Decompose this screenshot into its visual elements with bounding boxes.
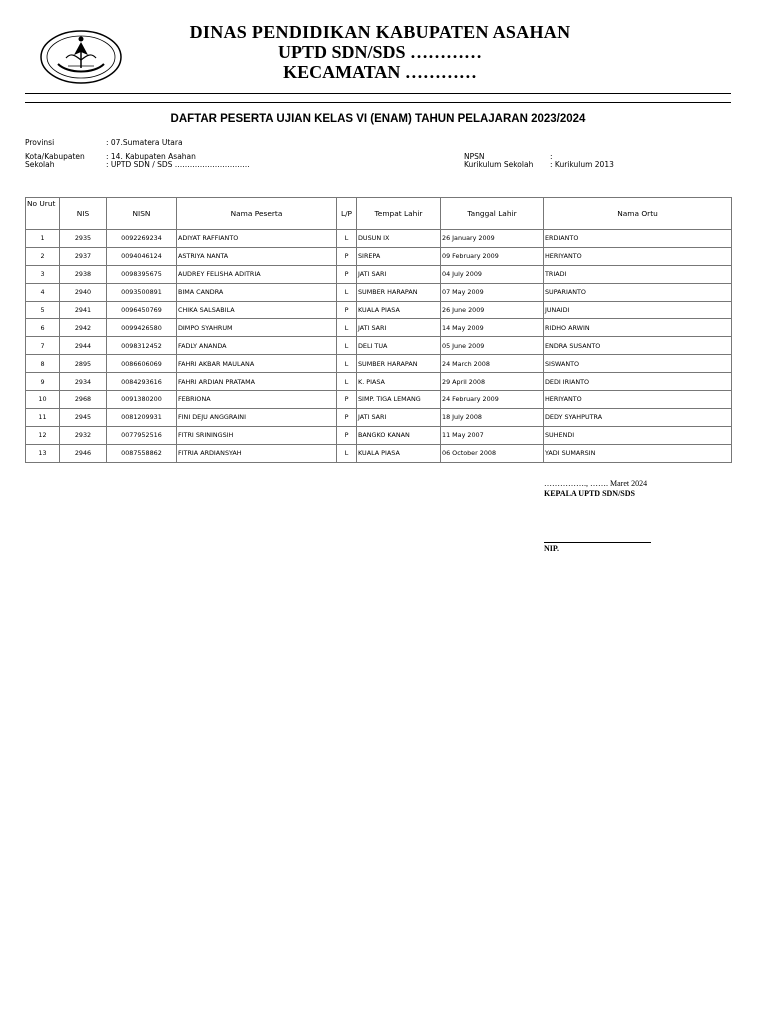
cell-nisn: 0099426580 — [107, 319, 177, 337]
table-row — [26, 283, 732, 301]
cell-nama-peserta: FEBRIONA — [177, 391, 337, 409]
cell-tanggal-lahir: 14 May 2009 — [441, 319, 544, 337]
table-row — [26, 355, 732, 373]
cell-nama-ortu: SUPARIANTO — [544, 283, 732, 301]
header-agency: DINAS PENDIDIKAN KABUPATEN ASAHAN — [189, 22, 571, 42]
signature-position: KEPALA UPTD SDN/SDS — [544, 489, 635, 498]
cell-no-urut: 6 — [26, 319, 60, 337]
provinsi-label: Provinsi — [25, 138, 55, 147]
cell-tempat-lahir: SIMP. TIGA LEMANG — [357, 391, 441, 409]
cell-nis: 2895 — [60, 355, 107, 373]
cell-nama-ortu: YADI SUMARSIN — [544, 444, 732, 462]
cell-tempat-lahir: DELI TUA — [357, 337, 441, 355]
participant-table — [25, 197, 732, 463]
table-row — [26, 426, 732, 444]
column-header-no-urut: No Urut — [26, 198, 60, 230]
header-divider-thin — [25, 102, 731, 103]
cell-tanggal-lahir: 24 March 2008 — [441, 355, 544, 373]
table-row — [26, 319, 732, 337]
column-header-tanggal-lahir: Tanggal Lahir — [441, 198, 544, 230]
sekolah-value: : UPTD SDN / SDS ………………………… — [106, 160, 250, 169]
cell-nisn: 0094046124 — [107, 247, 177, 265]
cell-tempat-lahir: BANGKO KANAN — [357, 426, 441, 444]
kota-value: : 14. Kabupaten Asahan — [106, 152, 196, 161]
cell-tanggal-lahir: 11 May 2007 — [441, 426, 544, 444]
cell-nama-ortu: DEDI IRIANTO — [544, 373, 732, 391]
cell-nis: 2934 — [60, 373, 107, 391]
table-row — [26, 391, 732, 409]
cell-lp: P — [337, 265, 357, 283]
cell-tanggal-lahir: 24 February 2009 — [441, 391, 544, 409]
cell-tempat-lahir: JATI SARI — [357, 319, 441, 337]
cell-lp: L — [337, 319, 357, 337]
kurikulum-label: Kurikulum Sekolah — [464, 160, 534, 169]
sekolah-label: Sekolah — [25, 160, 55, 169]
cell-tanggal-lahir: 06 October 2008 — [441, 444, 544, 462]
cell-lp: L — [337, 373, 357, 391]
cell-lp: P — [337, 301, 357, 319]
cell-tanggal-lahir: 05 June 2009 — [441, 337, 544, 355]
cell-no-urut: 3 — [26, 265, 60, 283]
kota-label: Kota/Kabupaten — [25, 152, 85, 161]
cell-tanggal-lahir: 18 July 2008 — [441, 408, 544, 426]
cell-nama-peserta: FAHRI ARDIAN PRATAMA — [177, 373, 337, 391]
cell-tanggal-lahir: 29 April 2008 — [441, 373, 544, 391]
cell-nis: 2942 — [60, 319, 107, 337]
cell-nama-ortu: HERIYANTO — [544, 247, 732, 265]
cell-no-urut: 1 — [26, 230, 60, 248]
cell-no-urut: 2 — [26, 247, 60, 265]
cell-nisn: 0077952516 — [107, 426, 177, 444]
cell-nisn: 0086606069 — [107, 355, 177, 373]
header-divider-thick — [25, 93, 731, 94]
cell-nama-peserta: BIMA CANDRA — [177, 283, 337, 301]
cell-tanggal-lahir: 07 May 2009 — [441, 283, 544, 301]
table-row — [26, 444, 732, 462]
cell-nisn: 0081209931 — [107, 408, 177, 426]
cell-nis: 2940 — [60, 283, 107, 301]
cell-nama-peserta: FADLY ANANDA — [177, 337, 337, 355]
table-row — [26, 373, 732, 391]
table-row — [26, 337, 732, 355]
cell-nisn: 0098395675 — [107, 265, 177, 283]
cell-tempat-lahir: KUALA PIASA — [357, 444, 441, 462]
cell-nama-peserta: ADIYAT RAFFIANTO — [177, 230, 337, 248]
cell-nis: 2937 — [60, 247, 107, 265]
cell-nis: 2946 — [60, 444, 107, 462]
cell-lp: L — [337, 444, 357, 462]
cell-no-urut: 11 — [26, 408, 60, 426]
cell-nama-ortu: ERDIANTO — [544, 230, 732, 248]
cell-nama-peserta: FAHRI AKBAR MAULANA — [177, 355, 337, 373]
cell-tanggal-lahir: 09 February 2009 — [441, 247, 544, 265]
cell-no-urut: 5 — [26, 301, 60, 319]
cell-tempat-lahir: JATI SARI — [357, 408, 441, 426]
cell-tanggal-lahir: 04 July 2009 — [441, 265, 544, 283]
cell-nis: 2968 — [60, 391, 107, 409]
cell-nama-ortu: JUNAIDI — [544, 301, 732, 319]
cell-tempat-lahir: SUMBER HARAPAN — [357, 283, 441, 301]
column-header-lp: L/P — [337, 198, 357, 230]
signature-line — [544, 542, 651, 543]
cell-nis: 2935 — [60, 230, 107, 248]
cell-tempat-lahir: K. PIASA — [357, 373, 441, 391]
column-header-tempat-lahir: Tempat Lahir — [357, 198, 441, 230]
column-header-nisn: NISN — [107, 198, 177, 230]
cell-no-urut: 4 — [26, 283, 60, 301]
cell-tempat-lahir: SIREPA — [357, 247, 441, 265]
kurikulum-value: : Kurikulum 2013 — [550, 160, 614, 169]
column-header-nama-peserta: Nama Peserta — [177, 198, 337, 230]
cell-nisn: 0093500891 — [107, 283, 177, 301]
cell-nama-ortu: ENDRA SUSANTO — [544, 337, 732, 355]
cell-nama-peserta: FITRIA ARDIANSYAH — [177, 444, 337, 462]
cell-lp: L — [337, 283, 357, 301]
cell-nis: 2944 — [60, 337, 107, 355]
cell-nama-peserta: CHIKA SALSABILA — [177, 301, 337, 319]
cell-tanggal-lahir: 26 January 2009 — [441, 230, 544, 248]
cell-no-urut: 10 — [26, 391, 60, 409]
cell-nama-peserta: FINI DEJU ANGGRAINI — [177, 408, 337, 426]
cell-nisn: 0091380200 — [107, 391, 177, 409]
header-school: UPTD SDN/SDS ………… — [277, 42, 483, 62]
cell-nama-ortu: HERIYANTO — [544, 391, 732, 409]
provinsi-value: : 07.Sumatera Utara — [106, 138, 183, 147]
cell-no-urut: 12 — [26, 426, 60, 444]
cell-no-urut: 13 — [26, 444, 60, 462]
cell-nama-peserta: AUDREY FELISHA ADITRIA — [177, 265, 337, 283]
cell-nisn: 0098312452 — [107, 337, 177, 355]
table-header-row — [26, 198, 732, 230]
table-row — [26, 247, 732, 265]
cell-no-urut: 7 — [26, 337, 60, 355]
cell-nis: 2941 — [60, 301, 107, 319]
cell-tempat-lahir: SUMBER HARAPAN — [357, 355, 441, 373]
cell-tanggal-lahir: 26 June 2009 — [441, 301, 544, 319]
header-district: KECAMATAN ………… — [283, 62, 477, 82]
cell-nis: 2932 — [60, 426, 107, 444]
cell-tempat-lahir: JATI SARI — [357, 265, 441, 283]
cell-nis: 2938 — [60, 265, 107, 283]
cell-tempat-lahir: DUSUN IX — [357, 230, 441, 248]
cell-nama-peserta: DIMPO SYAHRUM — [177, 319, 337, 337]
cell-nama-ortu: RIDHO ARWIN — [544, 319, 732, 337]
cell-tempat-lahir: KUALA PIASA — [357, 301, 441, 319]
table-row — [26, 265, 732, 283]
document-title: DAFTAR PESERTA UJIAN KELAS VI (ENAM) TAHUN PELAJARAN 2023/2024 — [170, 113, 586, 125]
cell-nama-ortu: SUHENDI — [544, 426, 732, 444]
cell-nisn: 0084293616 — [107, 373, 177, 391]
cell-nama-ortu: DEDY SYAHPUTRA — [544, 408, 732, 426]
cell-nisn: 0092269234 — [107, 230, 177, 248]
cell-nisn: 0087558862 — [107, 444, 177, 462]
table-row — [26, 230, 732, 248]
cell-nis: 2945 — [60, 408, 107, 426]
column-header-nama-ortu: Nama Ortu — [544, 198, 732, 230]
cell-lp: L — [337, 337, 357, 355]
cell-lp: L — [337, 230, 357, 248]
table-row — [26, 301, 732, 319]
cell-no-urut: 8 — [26, 355, 60, 373]
cell-lp: P — [337, 426, 357, 444]
signature-nip: NIP. — [544, 544, 560, 553]
tut-wuri-handayani-logo — [38, 28, 124, 86]
cell-lp: P — [337, 391, 357, 409]
cell-nama-peserta: FITRI SRININGSIH — [177, 426, 337, 444]
cell-no-urut: 9 — [26, 373, 60, 391]
cell-nama-peserta: ASTRIYA NANTA — [177, 247, 337, 265]
cell-lp: L — [337, 355, 357, 373]
cell-lp: P — [337, 247, 357, 265]
column-header-nis: NIS — [60, 198, 107, 230]
cell-nisn: 0096450769 — [107, 301, 177, 319]
npsn-label: NPSN — [464, 152, 485, 161]
cell-nama-ortu: SISWANTO — [544, 355, 732, 373]
table-row — [26, 408, 732, 426]
signature-date: ……………., ……. Maret 2024 — [544, 479, 648, 488]
npsn-value: : — [550, 152, 553, 161]
cell-nama-ortu: TRIADI — [544, 265, 732, 283]
cell-lp: P — [337, 408, 357, 426]
